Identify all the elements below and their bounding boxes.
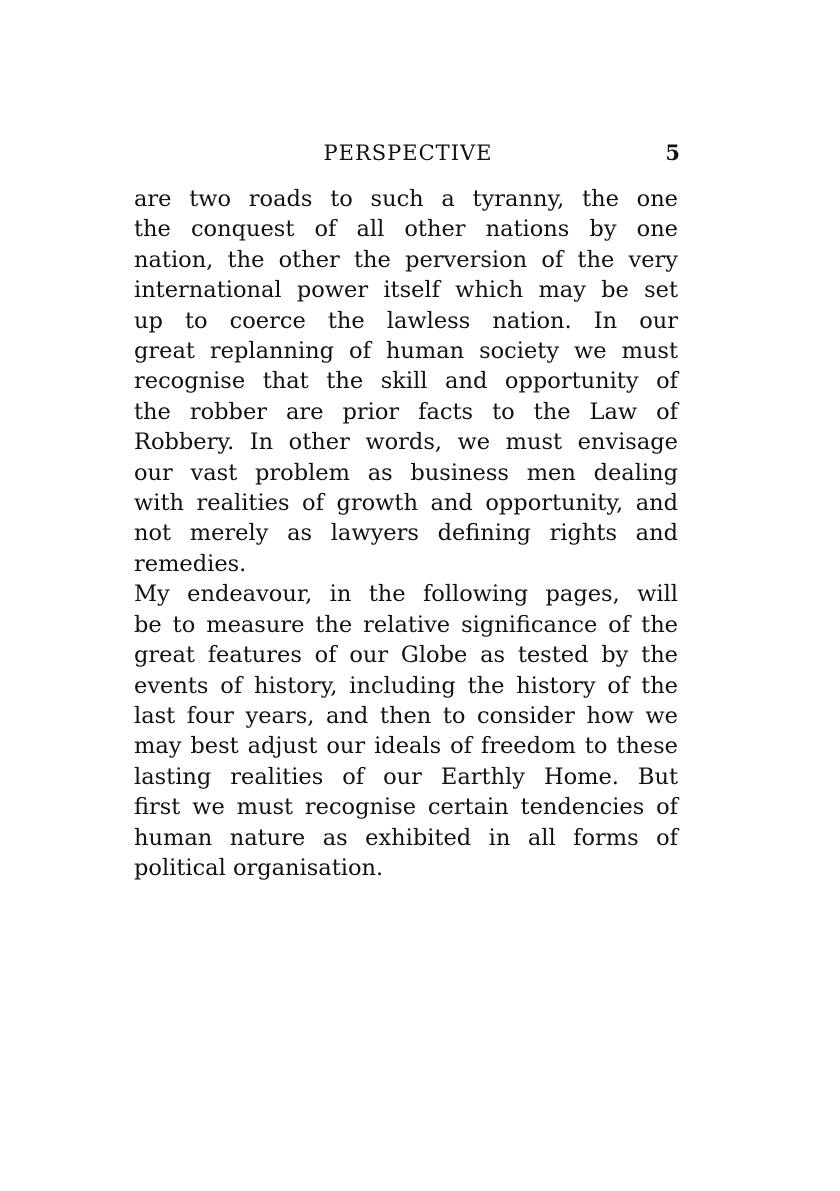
text-line: lasting realities of our Earthly Home. But <box>134 763 678 790</box>
text-line: human nature as exhibited in all forms of <box>134 824 678 851</box>
text-line: the robber are prior facts to the Law of <box>134 398 678 425</box>
body-text <box>134 184 678 883</box>
text-line: My endeavour, in the following pages, will <box>134 581 678 608</box>
text-line: with realities of growth and opportunity, and <box>134 490 678 517</box>
text-line: last four years, and then to consider how we <box>134 702 678 729</box>
text-line: international power itself which may be set <box>134 277 678 304</box>
text-line: be to measure the relative significance of the <box>134 611 678 638</box>
text-line: are two roads to such a tyranny, the one <box>134 186 678 212</box>
text-line: remedies. <box>134 550 247 577</box>
running-title: PERSPECTIVE <box>323 141 493 165</box>
text-line: great features of our Globe as tested by the <box>134 642 678 669</box>
paragraph-1 <box>134 184 678 579</box>
text-line: may best adjust our ideals of freedom to these <box>134 733 678 760</box>
text-line: Robbery. In other words, we must envisage <box>134 429 678 456</box>
text-line: recognise that the skill and opportunity of <box>134 368 678 395</box>
text-line: our vast problem as business men dealing <box>134 459 678 486</box>
text-line: events of history, including the history of the <box>134 672 678 699</box>
text-line: political organisation. <box>134 854 384 881</box>
text-line: great replanning of human society we must <box>134 338 678 365</box>
text-line: first we must recognise certain tendencies of <box>134 794 678 821</box>
running-head <box>136 138 680 168</box>
text-line: the conquest of all other nations by one <box>134 216 678 243</box>
page-number: 5 <box>665 140 680 165</box>
text-line: nation, the other the perversion of the very <box>134 246 678 273</box>
paragraph-2 <box>134 579 678 883</box>
text-line: up to coerce the lawless nation. In our <box>134 307 678 334</box>
text-line: not merely as lawyers defining rights and <box>134 520 678 547</box>
